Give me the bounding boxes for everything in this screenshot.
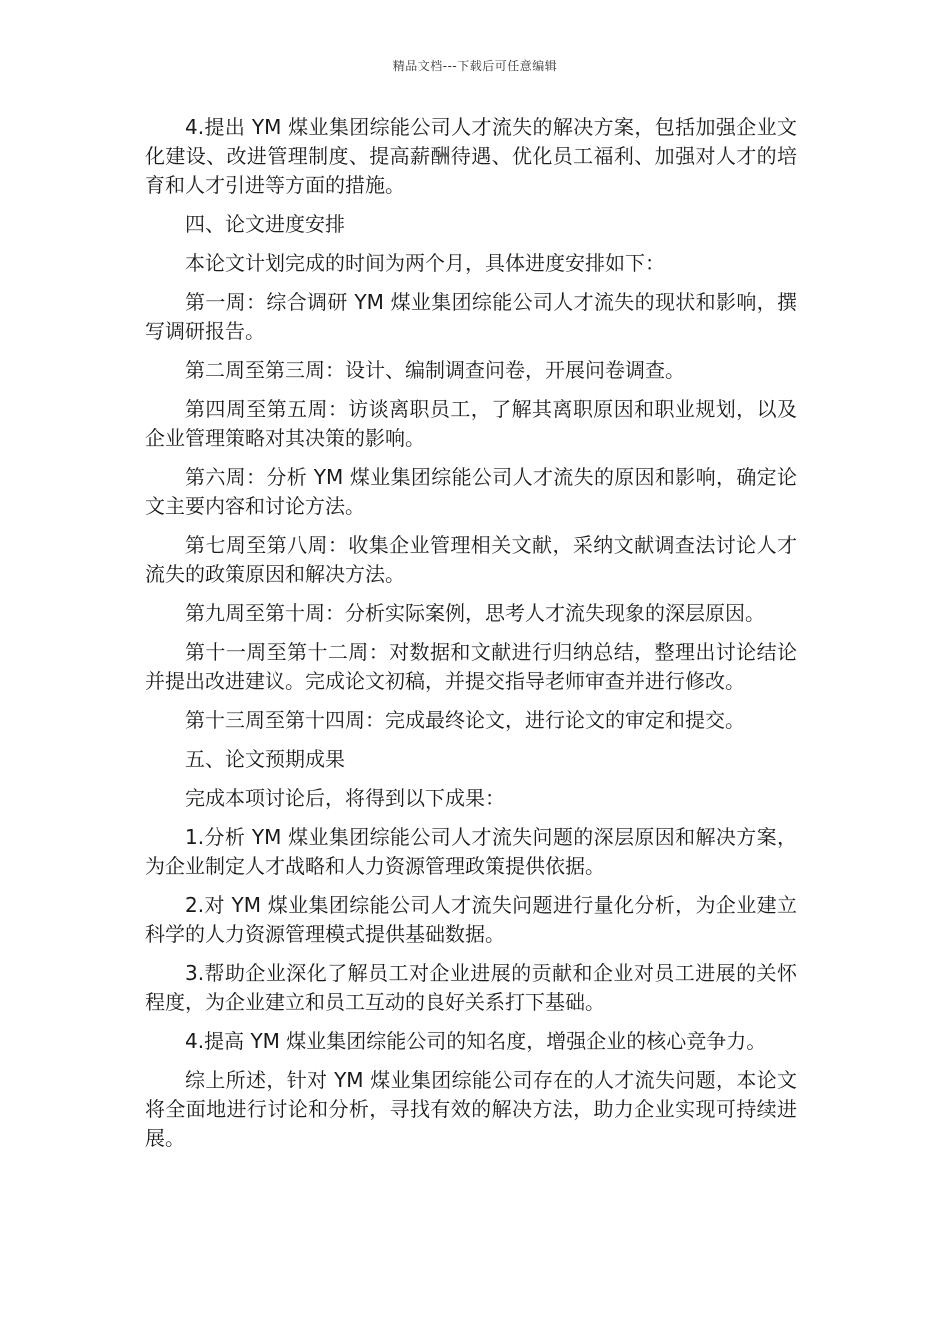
document-body bbox=[145, 113, 797, 1163]
paragraph-conclusion: 综上所述，针对 YM 煤业集团综能公司存在的人才流失问题，本论文将全面地进行讨论和分析，寻找有效的解决方法，助力企业实现可持续进展。 bbox=[145, 1068, 797, 1150]
section-heading-schedule: 四、论文进度安排 bbox=[185, 212, 345, 236]
paragraph-results-intro: 完成本项讨论后，将得到以下成果： bbox=[185, 786, 505, 810]
result-item-2: 2.对 YM 煤业集团综能公司人才流失问题进行量化分析，为企业建立科学的人力资源管理模式提供基础数据。 bbox=[145, 893, 797, 946]
schedule-item-week-9-10: 第九周至第十周：分析实际案例，思考人才流失现象的深层原因。 bbox=[185, 601, 765, 625]
schedule-item-week-7-8: 第七周至第八周：收集企业管理相关文献，采纳文献调查法讨论人才流失的政策原因和解决方法。 bbox=[145, 533, 797, 586]
schedule-item-week-11-12: 第十一周至第十二周：对数据和文献进行归纳总结，整理出讨论结论并提出改进建议。完成论文初稿，并提交指导老师审查并进行修改。 bbox=[145, 640, 797, 693]
schedule-item-week-4-5: 第四周至第五周：访谈离职员工，了解其离职原因和职业规划，以及企业管理策略对其决策的影响。 bbox=[145, 397, 797, 450]
result-item-3: 3.帮助企业深化了解员工对企业进展的贡献和企业对员工进展的关怀程度，为企业建立和员工互动的良好关系打下基础。 bbox=[145, 961, 797, 1014]
paragraph-solution-proposal: 4.提出 YM 煤业集团综能公司人才流失的解决方案，包括加强企业文化建设、改进管理制度、提高薪酬待遇、优化员工福利、加强对人才的培育和人才引进等方面的措施。 bbox=[145, 115, 797, 197]
result-item-1: 1.分析 YM 煤业集团综能公司人才流失问题的深层原因和解决方案，为企业制定人才战略和人力资源管理政策提供依据。 bbox=[145, 825, 797, 878]
page-header: 精品文档---下载后可任意编辑 bbox=[392, 59, 558, 73]
schedule-item-week-2-3: 第二周至第三周：设计、编制调查问卷，开展问卷调查。 bbox=[185, 358, 685, 382]
schedule-item-week-13-14: 第十三周至第十四周：完成最终论文，进行论文的审定和提交。 bbox=[185, 708, 745, 732]
result-item-4: 4.提高 YM 煤业集团综能公司的知名度，增强企业的核心竞争力。 bbox=[185, 1029, 767, 1053]
section-heading-expected-results: 五、论文预期成果 bbox=[185, 747, 345, 771]
schedule-item-week-1: 第一周：综合调研 YM 煤业集团综能公司人才流失的现状和影响，撰写调研报告。 bbox=[145, 290, 797, 343]
paragraph-schedule-intro: 本论文计划完成的时间为两个月，具体进度安排如下： bbox=[185, 251, 665, 275]
schedule-item-week-6: 第六周：分析 YM 煤业集团综能公司人才流失的原因和影响，确定论文主要内容和讨论方法。 bbox=[145, 465, 797, 518]
